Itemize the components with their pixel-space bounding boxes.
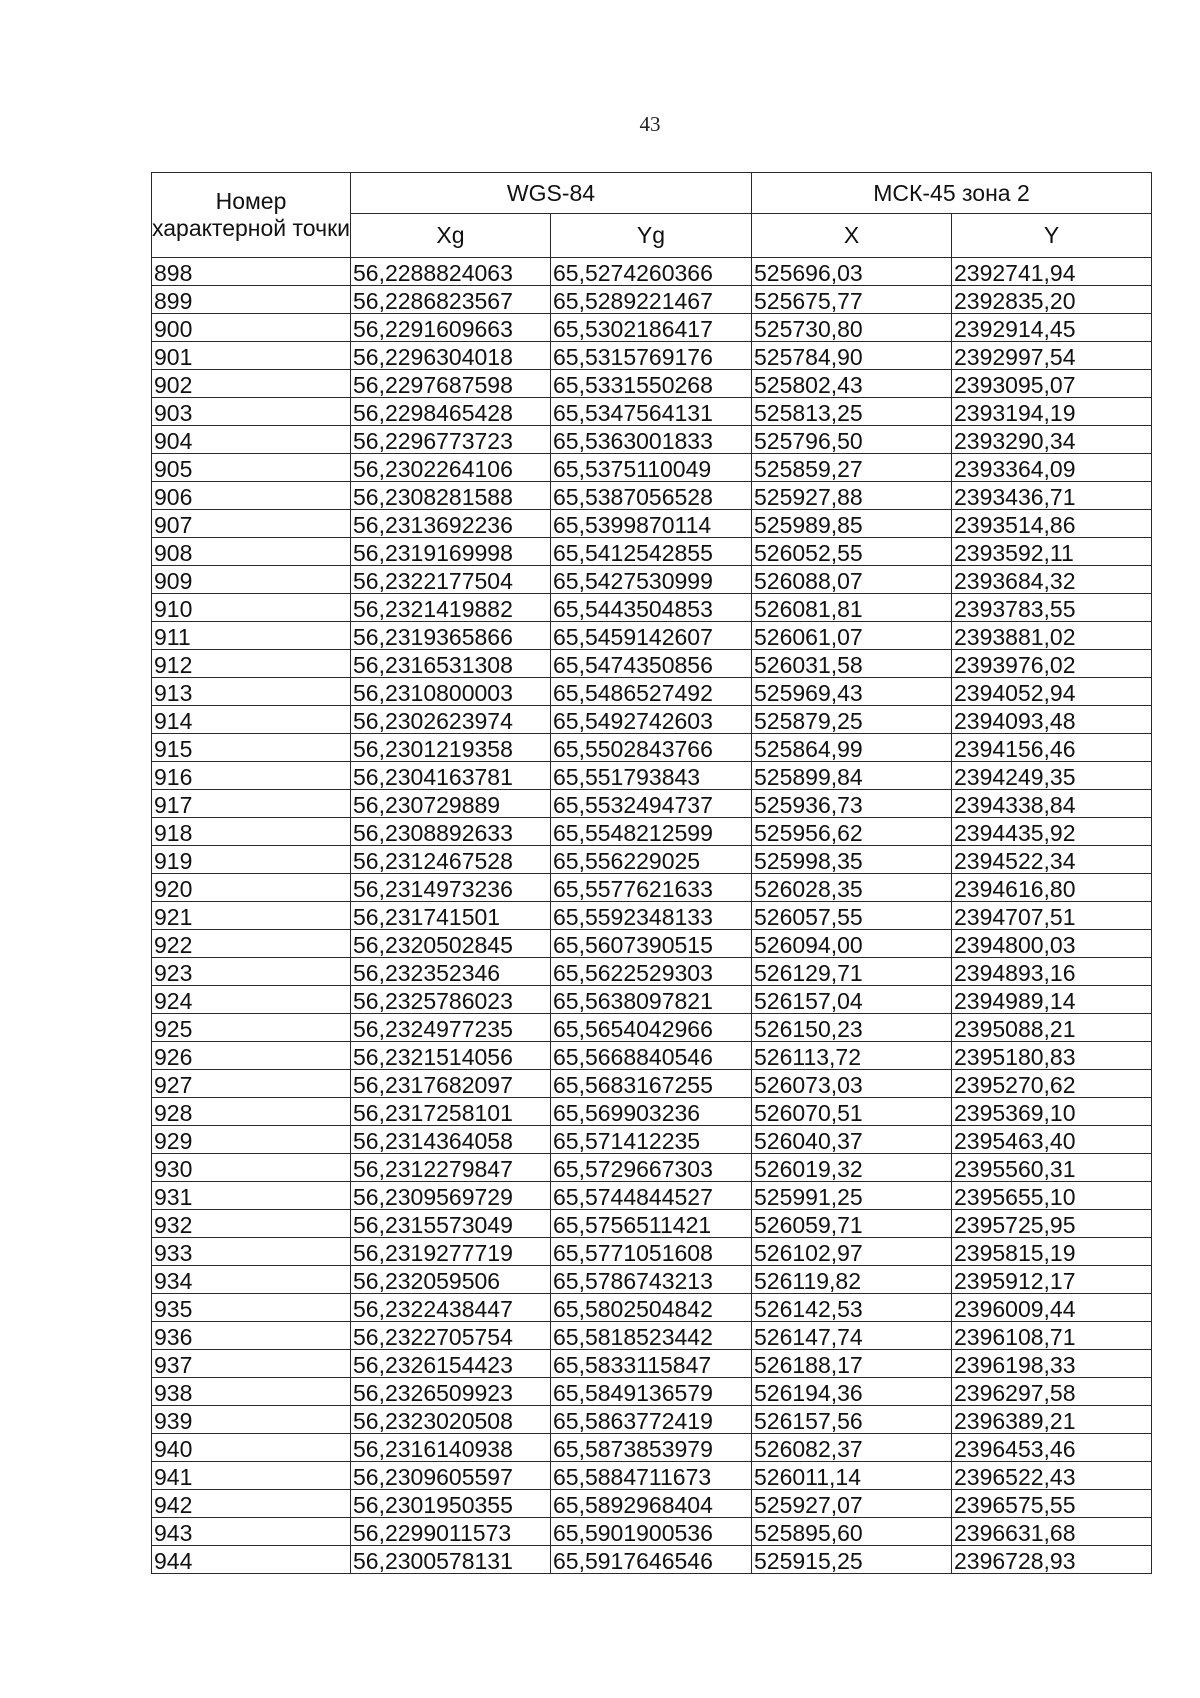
y-cell: 2394249,35: [952, 762, 1152, 790]
table-row: [152, 454, 1152, 482]
table-row: [152, 902, 1152, 930]
y-cell: 2396728,93: [952, 1546, 1152, 1574]
table-row: [152, 678, 1152, 706]
y-cell: 2394093,48: [952, 706, 1152, 734]
x-cell: 525969,43: [752, 678, 952, 706]
xg-cell: 56,2298465428: [351, 398, 551, 426]
table-row: [152, 1406, 1152, 1434]
yg-cell: 65,5892968404: [551, 1490, 752, 1518]
yg-cell: 65,5315769176: [551, 342, 752, 370]
y-cell: 2395369,10: [952, 1098, 1152, 1126]
x-cell: 525802,43: [752, 370, 952, 398]
x-cell: 525784,90: [752, 342, 952, 370]
yg-cell: 65,5818523442: [551, 1322, 752, 1350]
x-cell: 526040,37: [752, 1126, 952, 1154]
x-cell: 526113,72: [752, 1042, 952, 1070]
xg-cell: 56,2314364058: [351, 1126, 551, 1154]
table-row: [152, 762, 1152, 790]
point-number-cell: 937: [152, 1350, 351, 1378]
table-row: [152, 1546, 1152, 1574]
y-cell: 2396198,33: [952, 1350, 1152, 1378]
xg-cell: 56,2302264106: [351, 454, 551, 482]
y-cell: 2395180,83: [952, 1042, 1152, 1070]
table-row: [152, 1014, 1152, 1042]
y-cell: 2393436,71: [952, 482, 1152, 510]
table-row: [152, 538, 1152, 566]
table-row: [152, 1126, 1152, 1154]
point-number-cell: 922: [152, 930, 351, 958]
table-header: [152, 173, 1152, 258]
x-cell: 525730,80: [752, 314, 952, 342]
point-number-cell: 916: [152, 762, 351, 790]
yg-cell: 65,5917646546: [551, 1546, 752, 1574]
x-cell: 525813,25: [752, 398, 952, 426]
y-cell: 2394616,80: [952, 874, 1152, 902]
y-cell: 2392741,94: [952, 258, 1152, 286]
y-cell: 2395725,95: [952, 1210, 1152, 1238]
xg-cell: 56,2321514056: [351, 1042, 551, 1070]
table-row: [152, 930, 1152, 958]
point-number-cell: 929: [152, 1126, 351, 1154]
y-cell: 2395463,40: [952, 1126, 1152, 1154]
point-number-cell: 943: [152, 1518, 351, 1546]
yg-cell: 65,5577621633: [551, 874, 752, 902]
y-cell: 2395270,62: [952, 1070, 1152, 1098]
xg-cell: 56,2301219358: [351, 734, 551, 762]
table-row: [152, 286, 1152, 314]
table-row: [152, 650, 1152, 678]
y-cell: 2394893,16: [952, 958, 1152, 986]
table-row: [152, 1098, 1152, 1126]
yg-cell: 65,5863772419: [551, 1406, 752, 1434]
header-xg: Xg: [351, 214, 551, 258]
y-cell: 2396453,46: [952, 1434, 1152, 1462]
x-cell: 526142,53: [752, 1294, 952, 1322]
point-number-cell: 905: [152, 454, 351, 482]
table-row: [152, 1182, 1152, 1210]
y-cell: 2394156,46: [952, 734, 1152, 762]
point-number-cell: 907: [152, 510, 351, 538]
table-row: [152, 1378, 1152, 1406]
y-cell: 2396009,44: [952, 1294, 1152, 1322]
table-row: [152, 426, 1152, 454]
xg-cell: 56,2312279847: [351, 1154, 551, 1182]
point-number-cell: 934: [152, 1266, 351, 1294]
point-number-cell: 926: [152, 1042, 351, 1070]
table-row: [152, 818, 1152, 846]
x-cell: 525991,25: [752, 1182, 952, 1210]
x-cell: 525936,73: [752, 790, 952, 818]
y-cell: 2395088,21: [952, 1014, 1152, 1042]
table-row: [152, 622, 1152, 650]
table-row: [152, 874, 1152, 902]
x-cell: 526088,07: [752, 566, 952, 594]
y-cell: 2394522,34: [952, 846, 1152, 874]
table-row: [152, 1266, 1152, 1294]
yg-cell: 65,5744844527: [551, 1182, 752, 1210]
yg-cell: 65,5412542855: [551, 538, 752, 566]
xg-cell: 56,2300578131: [351, 1546, 551, 1574]
coordinates-table: [151, 172, 1152, 1574]
table-row: [152, 482, 1152, 510]
y-cell: 2393783,55: [952, 594, 1152, 622]
point-number-cell: 908: [152, 538, 351, 566]
x-cell: 526094,00: [752, 930, 952, 958]
y-cell: 2393514,86: [952, 510, 1152, 538]
xg-cell: 56,2324977235: [351, 1014, 551, 1042]
y-cell: 2396389,21: [952, 1406, 1152, 1434]
yg-cell: 65,5548212599: [551, 818, 752, 846]
point-number-cell: 903: [152, 398, 351, 426]
point-number-cell: 936: [152, 1322, 351, 1350]
yg-cell: 65,5592348133: [551, 902, 752, 930]
xg-cell: 56,2316531308: [351, 650, 551, 678]
x-cell: 525915,25: [752, 1546, 952, 1574]
table-row: [152, 706, 1152, 734]
xg-cell: 56,2316140938: [351, 1434, 551, 1462]
point-number-cell: 939: [152, 1406, 351, 1434]
x-cell: 526082,37: [752, 1434, 952, 1462]
table-row: [152, 1238, 1152, 1266]
xg-cell: 56,2322438447: [351, 1294, 551, 1322]
x-cell: 526061,07: [752, 622, 952, 650]
x-cell: 525899,84: [752, 762, 952, 790]
point-number-cell: 898: [152, 258, 351, 286]
y-cell: 2393194,19: [952, 398, 1152, 426]
header-x: X: [752, 214, 952, 258]
point-number-cell: 917: [152, 790, 351, 818]
y-cell: 2393684,32: [952, 566, 1152, 594]
yg-cell: 65,551793843: [551, 762, 752, 790]
yg-cell: 65,5833115847: [551, 1350, 752, 1378]
yg-cell: 65,5849136579: [551, 1378, 752, 1406]
yg-cell: 65,5654042966: [551, 1014, 752, 1042]
yg-cell: 65,5607390515: [551, 930, 752, 958]
y-cell: 2396108,71: [952, 1322, 1152, 1350]
x-cell: 526059,71: [752, 1210, 952, 1238]
y-cell: 2395560,31: [952, 1154, 1152, 1182]
x-cell: 525879,25: [752, 706, 952, 734]
xg-cell: 56,2325786023: [351, 986, 551, 1014]
xg-cell: 56,2326509923: [351, 1378, 551, 1406]
xg-cell: 56,2291609663: [351, 314, 551, 342]
yg-cell: 65,5427530999: [551, 566, 752, 594]
point-number-cell: 899: [152, 286, 351, 314]
yg-cell: 65,5884711673: [551, 1462, 752, 1490]
table-row: [152, 510, 1152, 538]
xg-cell: 56,2322177504: [351, 566, 551, 594]
xg-cell: 56,232352346: [351, 958, 551, 986]
yg-cell: 65,5347564131: [551, 398, 752, 426]
y-cell: 2395655,10: [952, 1182, 1152, 1210]
y-cell: 2394338,84: [952, 790, 1152, 818]
y-cell: 2396575,55: [952, 1490, 1152, 1518]
x-cell: 525927,07: [752, 1490, 952, 1518]
x-cell: 525927,88: [752, 482, 952, 510]
table-row: [152, 1042, 1152, 1070]
table-row: [152, 1070, 1152, 1098]
point-number-cell: 906: [152, 482, 351, 510]
point-number-cell: 920: [152, 874, 351, 902]
table-row: [152, 314, 1152, 342]
x-cell: 525696,03: [752, 258, 952, 286]
point-number-cell: 904: [152, 426, 351, 454]
table-body: [152, 258, 1152, 1574]
y-cell: 2396522,43: [952, 1462, 1152, 1490]
table-row: [152, 1322, 1152, 1350]
table-row: [152, 398, 1152, 426]
yg-cell: 65,5502843766: [551, 734, 752, 762]
y-cell: 2396631,68: [952, 1518, 1152, 1546]
yg-cell: 65,5274260366: [551, 258, 752, 286]
point-number-cell: 912: [152, 650, 351, 678]
yg-cell: 65,5363001833: [551, 426, 752, 454]
x-cell: 526031,58: [752, 650, 952, 678]
x-cell: 526188,17: [752, 1350, 952, 1378]
point-number-cell: 938: [152, 1378, 351, 1406]
point-number-cell: 915: [152, 734, 351, 762]
xg-cell: 56,2312467528: [351, 846, 551, 874]
page-number: 43: [639, 112, 661, 136]
xg-cell: 56,2321419882: [351, 594, 551, 622]
point-number-cell: 902: [152, 370, 351, 398]
y-cell: 2394435,92: [952, 818, 1152, 846]
yg-cell: 65,556229025: [551, 846, 752, 874]
point-number-cell: 925: [152, 1014, 351, 1042]
xg-cell: 56,2319365866: [351, 622, 551, 650]
yg-cell: 65,5901900536: [551, 1518, 752, 1546]
table-row: [152, 1434, 1152, 1462]
xg-cell: 56,2309569729: [351, 1182, 551, 1210]
point-number-cell: 942: [152, 1490, 351, 1518]
y-cell: 2392914,45: [952, 314, 1152, 342]
xg-cell: 56,232059506: [351, 1266, 551, 1294]
table-row: [152, 342, 1152, 370]
xg-cell: 56,2319169998: [351, 538, 551, 566]
table-row: [152, 1350, 1152, 1378]
xg-cell: 56,2315573049: [351, 1210, 551, 1238]
xg-cell: 56,2322705754: [351, 1322, 551, 1350]
x-cell: 525859,27: [752, 454, 952, 482]
point-number-cell: 933: [152, 1238, 351, 1266]
y-cell: 2392997,54: [952, 342, 1152, 370]
yg-cell: 65,569903236: [551, 1098, 752, 1126]
y-cell: 2395912,17: [952, 1266, 1152, 1294]
yg-cell: 65,5638097821: [551, 986, 752, 1014]
xg-cell: 56,2301950355: [351, 1490, 551, 1518]
header-wgs84: WGS-84: [351, 173, 752, 214]
x-cell: 526081,81: [752, 594, 952, 622]
yg-cell: 65,571412235: [551, 1126, 752, 1154]
point-number-cell: 918: [152, 818, 351, 846]
x-cell: 526157,56: [752, 1406, 952, 1434]
yg-cell: 65,5683167255: [551, 1070, 752, 1098]
point-number-cell: 921: [152, 902, 351, 930]
y-cell: 2393364,09: [952, 454, 1152, 482]
table-row: [152, 790, 1152, 818]
xg-cell: 56,2299011573: [351, 1518, 551, 1546]
point-number-cell: 932: [152, 1210, 351, 1238]
yg-cell: 65,5532494737: [551, 790, 752, 818]
x-cell: 526052,55: [752, 538, 952, 566]
point-number-cell: 910: [152, 594, 351, 622]
xg-cell: 56,2319277719: [351, 1238, 551, 1266]
x-cell: 526194,36: [752, 1378, 952, 1406]
yg-cell: 65,5289221467: [551, 286, 752, 314]
table-row: [152, 958, 1152, 986]
header-point-number: Номер характерной точки: [152, 173, 351, 258]
table-row: [152, 1490, 1152, 1518]
y-cell: 2393095,07: [952, 370, 1152, 398]
table-row: [152, 1210, 1152, 1238]
xg-cell: 56,2297687598: [351, 370, 551, 398]
xg-cell: 56,2296304018: [351, 342, 551, 370]
table-row: [152, 258, 1152, 286]
x-cell: 526019,32: [752, 1154, 952, 1182]
yg-cell: 65,5756511421: [551, 1210, 752, 1238]
table-row: [152, 846, 1152, 874]
yg-cell: 65,5668840546: [551, 1042, 752, 1070]
y-cell: 2394052,94: [952, 678, 1152, 706]
point-number-cell: 914: [152, 706, 351, 734]
x-cell: 525675,77: [752, 286, 952, 314]
x-cell: 526119,82: [752, 1266, 952, 1294]
xg-cell: 56,2309605597: [351, 1462, 551, 1490]
xg-cell: 56,2288824063: [351, 258, 551, 286]
table-row: [152, 1294, 1152, 1322]
y-cell: 2395815,19: [952, 1238, 1152, 1266]
point-number-cell: 940: [152, 1434, 351, 1462]
xg-cell: 56,2308892633: [351, 818, 551, 846]
yg-cell: 65,5622529303: [551, 958, 752, 986]
x-cell: 526028,35: [752, 874, 952, 902]
y-cell: 2394989,14: [952, 986, 1152, 1014]
yg-cell: 65,5443504853: [551, 594, 752, 622]
yg-cell: 65,5302186417: [551, 314, 752, 342]
yg-cell: 65,5492742603: [551, 706, 752, 734]
x-cell: 525796,50: [752, 426, 952, 454]
xg-cell: 56,2308281588: [351, 482, 551, 510]
x-cell: 525895,60: [752, 1518, 952, 1546]
table-row: [152, 594, 1152, 622]
point-number-cell: 924: [152, 986, 351, 1014]
xg-cell: 56,2313692236: [351, 510, 551, 538]
table-row: [152, 566, 1152, 594]
point-number-cell: 900: [152, 314, 351, 342]
header-yg: Yg: [551, 214, 752, 258]
yg-cell: 65,5802504842: [551, 1294, 752, 1322]
x-cell: 526157,04: [752, 986, 952, 1014]
xg-cell: 56,2296773723: [351, 426, 551, 454]
point-number-cell: 901: [152, 342, 351, 370]
xg-cell: 56,2320502845: [351, 930, 551, 958]
x-cell: 526070,51: [752, 1098, 952, 1126]
table-row: [152, 1518, 1152, 1546]
point-number-cell: 941: [152, 1462, 351, 1490]
yg-cell: 65,5486527492: [551, 678, 752, 706]
yg-cell: 65,5474350856: [551, 650, 752, 678]
yg-cell: 65,5375110049: [551, 454, 752, 482]
yg-cell: 65,5459142607: [551, 622, 752, 650]
xg-cell: 56,2302623974: [351, 706, 551, 734]
point-number-cell: 944: [152, 1546, 351, 1574]
y-cell: 2393592,11: [952, 538, 1152, 566]
y-cell: 2393976,02: [952, 650, 1152, 678]
xg-cell: 56,2326154423: [351, 1350, 551, 1378]
yg-cell: 65,5387056528: [551, 482, 752, 510]
xg-cell: 56,2317682097: [351, 1070, 551, 1098]
yg-cell: 65,5873853979: [551, 1434, 752, 1462]
point-number-cell: 913: [152, 678, 351, 706]
header-y: Y: [952, 214, 1152, 258]
table-row: [152, 370, 1152, 398]
point-number-cell: 909: [152, 566, 351, 594]
yg-cell: 65,5786743213: [551, 1266, 752, 1294]
x-cell: 526150,23: [752, 1014, 952, 1042]
x-cell: 526147,74: [752, 1322, 952, 1350]
y-cell: 2393290,34: [952, 426, 1152, 454]
table-row: [152, 986, 1152, 1014]
x-cell: 526011,14: [752, 1462, 952, 1490]
header-msk45: МСК-45 зона 2: [752, 173, 1152, 214]
point-number-cell: 928: [152, 1098, 351, 1126]
xg-cell: 56,2314973236: [351, 874, 551, 902]
x-cell: 525864,99: [752, 734, 952, 762]
point-number-cell: 923: [152, 958, 351, 986]
yg-cell: 65,5771051608: [551, 1238, 752, 1266]
yg-cell: 65,5331550268: [551, 370, 752, 398]
x-cell: 525998,35: [752, 846, 952, 874]
table-row: [152, 734, 1152, 762]
x-cell: 526129,71: [752, 958, 952, 986]
y-cell: 2394800,03: [952, 930, 1152, 958]
point-number-cell: 931: [152, 1182, 351, 1210]
point-number-cell: 919: [152, 846, 351, 874]
y-cell: 2393881,02: [952, 622, 1152, 650]
table-row: [152, 1154, 1152, 1182]
xg-cell: 56,230729889: [351, 790, 551, 818]
xg-cell: 56,231741501: [351, 902, 551, 930]
x-cell: 526073,03: [752, 1070, 952, 1098]
xg-cell: 56,2323020508: [351, 1406, 551, 1434]
x-cell: 525956,62: [752, 818, 952, 846]
xg-cell: 56,2310800003: [351, 678, 551, 706]
point-number-cell: 930: [152, 1154, 351, 1182]
point-number-cell: 911: [152, 622, 351, 650]
x-cell: 525989,85: [752, 510, 952, 538]
yg-cell: 65,5399870114: [551, 510, 752, 538]
point-number-cell: 935: [152, 1294, 351, 1322]
xg-cell: 56,2304163781: [351, 762, 551, 790]
x-cell: 526102,97: [752, 1238, 952, 1266]
xg-cell: 56,2286823567: [351, 286, 551, 314]
point-number-cell: 927: [152, 1070, 351, 1098]
x-cell: 526057,55: [752, 902, 952, 930]
y-cell: 2394707,51: [952, 902, 1152, 930]
xg-cell: 56,2317258101: [351, 1098, 551, 1126]
y-cell: 2396297,58: [952, 1378, 1152, 1406]
yg-cell: 65,5729667303: [551, 1154, 752, 1182]
y-cell: 2392835,20: [952, 286, 1152, 314]
table-row: [152, 1462, 1152, 1490]
